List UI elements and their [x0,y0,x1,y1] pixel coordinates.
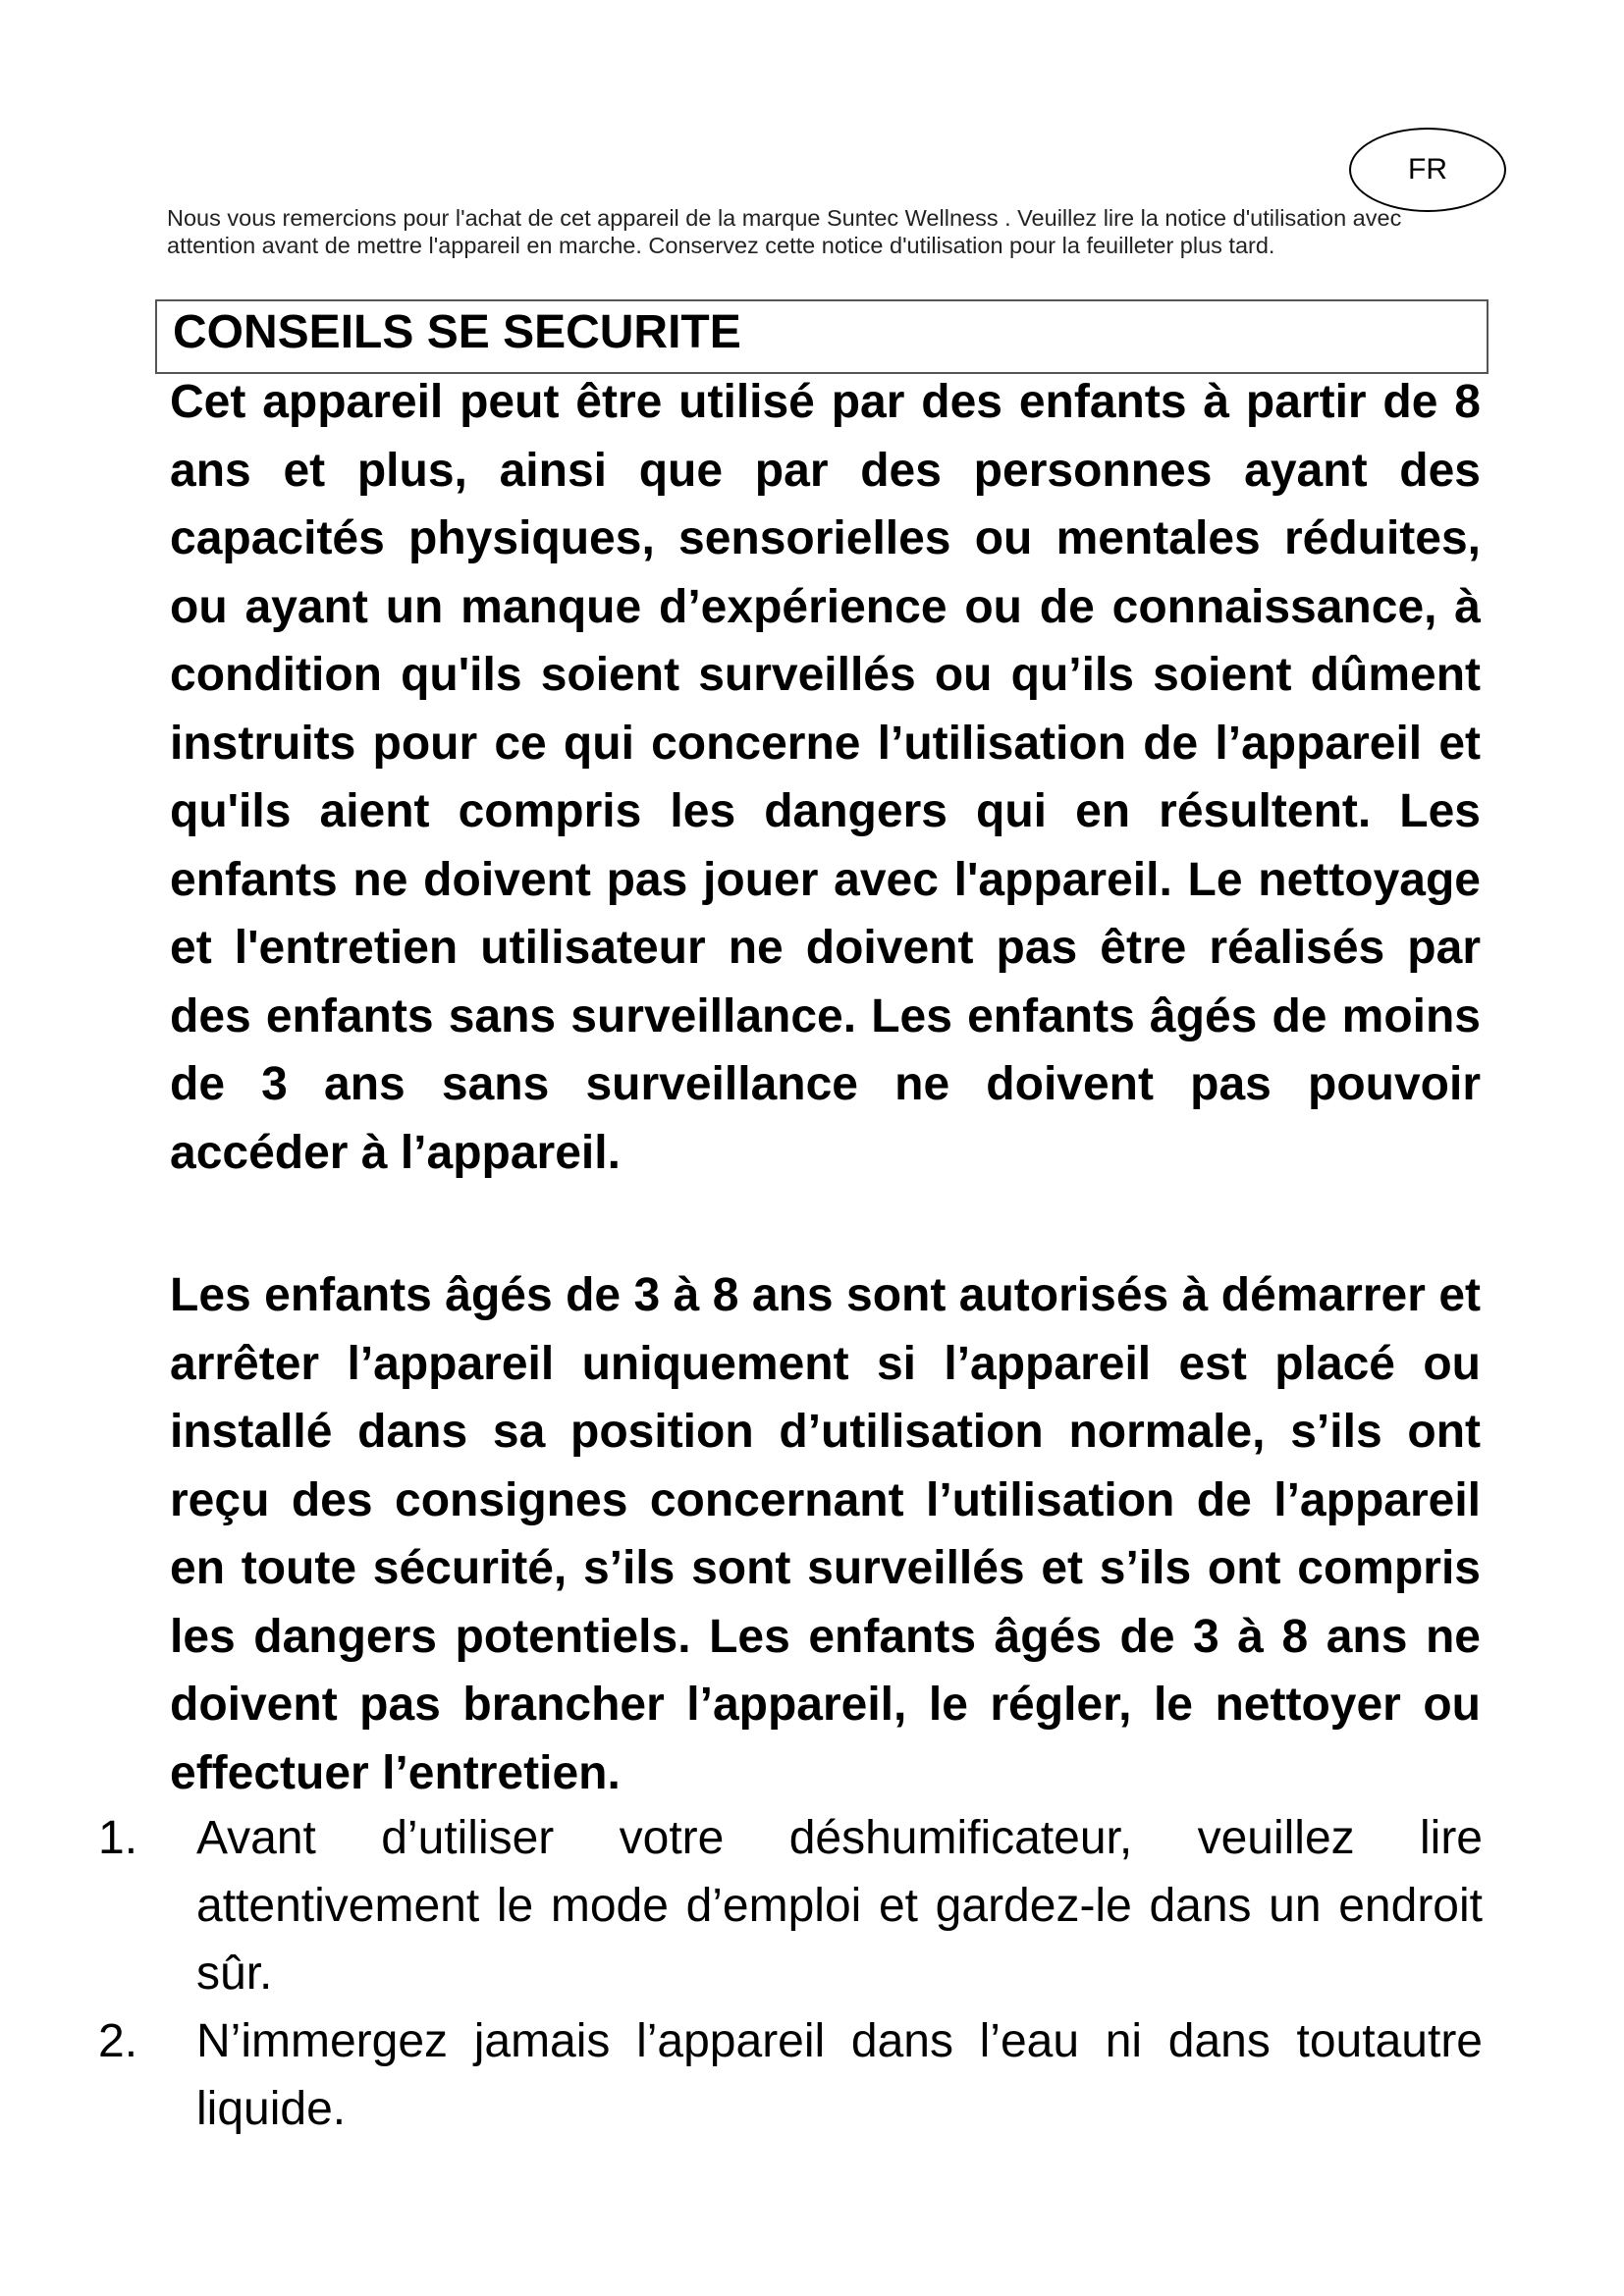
warning-paragraph: Les enfants âgés de 3 à 8 ans sont autorisés à démarrer et arrêter l’appareil uniquement si l’appareil est placé ou installé dans sa position d’utilisation normale, s’ils ont reçu des consignes concernant l’utilisation de l’appareil en toute sécurité, s’ils sont surveillés et s’ils ont compris les dangers potentiels. Les enfants âgés de 3 à 8 ans ne doivent pas brancher l’appareil, le régler, le nettoyer ou effectuer l’entretien. [170,1269,1481,1799]
list-item [98,1804,1483,2007]
warning-paragraph: Cet appareil peut être utilisé par des enfants à partir de 8 ans et plus, ainsi que par des personnes ayant des capacités physiques, sensorielles ou mentales réduites, ou ayant un manque d’expérience ou de connaissance, à condition qu'ils soient surveillés ou qu’ils soient dûment instruits pour ce qui concerne l’utilisation de l’appareil et qu'ils aient compris les dangers qui en résultent. Les enfants ne doivent pas jouer avec l'appareil. Le nettoyage et l'entretien utilisateur ne doivent pas être réalisés par des enfants sans surveillance. Les enfants âgés de moins de 3 ans sans surveillance ne doivent pas pouvoir accéder à l’appareil. [170,376,1481,1179]
section-title: CONSEILS SE SECURITE [173,306,741,358]
intro-text: Nous vous remercions pour l'achat de cet appareil de la marque Suntec Wellness . Veuillez lire la notice d'utilisation avec attention avant de mettre l'appareil en marche. Conservez cette notice d'utilisation pour la feuilleter plus tard. [167,205,1402,258]
list-item-text: Avant d’utiliser votre déshumificateur, veuillez lire attentivement le mode d’emploi et gardez-le dans un endroit sûr. [196,1812,1483,2000]
language-badge-label: FR [1408,153,1447,186]
language-badge [1349,128,1506,212]
list-item-number: 2. [98,2015,138,2067]
instruction-list [98,1804,1483,2143]
list-item [98,2007,1483,2143]
list-item-text: N’immergez jamais l’appareil dans l’eau ni dans toutautre liquide. [196,2015,1483,2135]
list-item-number: 1. [98,1812,138,1864]
